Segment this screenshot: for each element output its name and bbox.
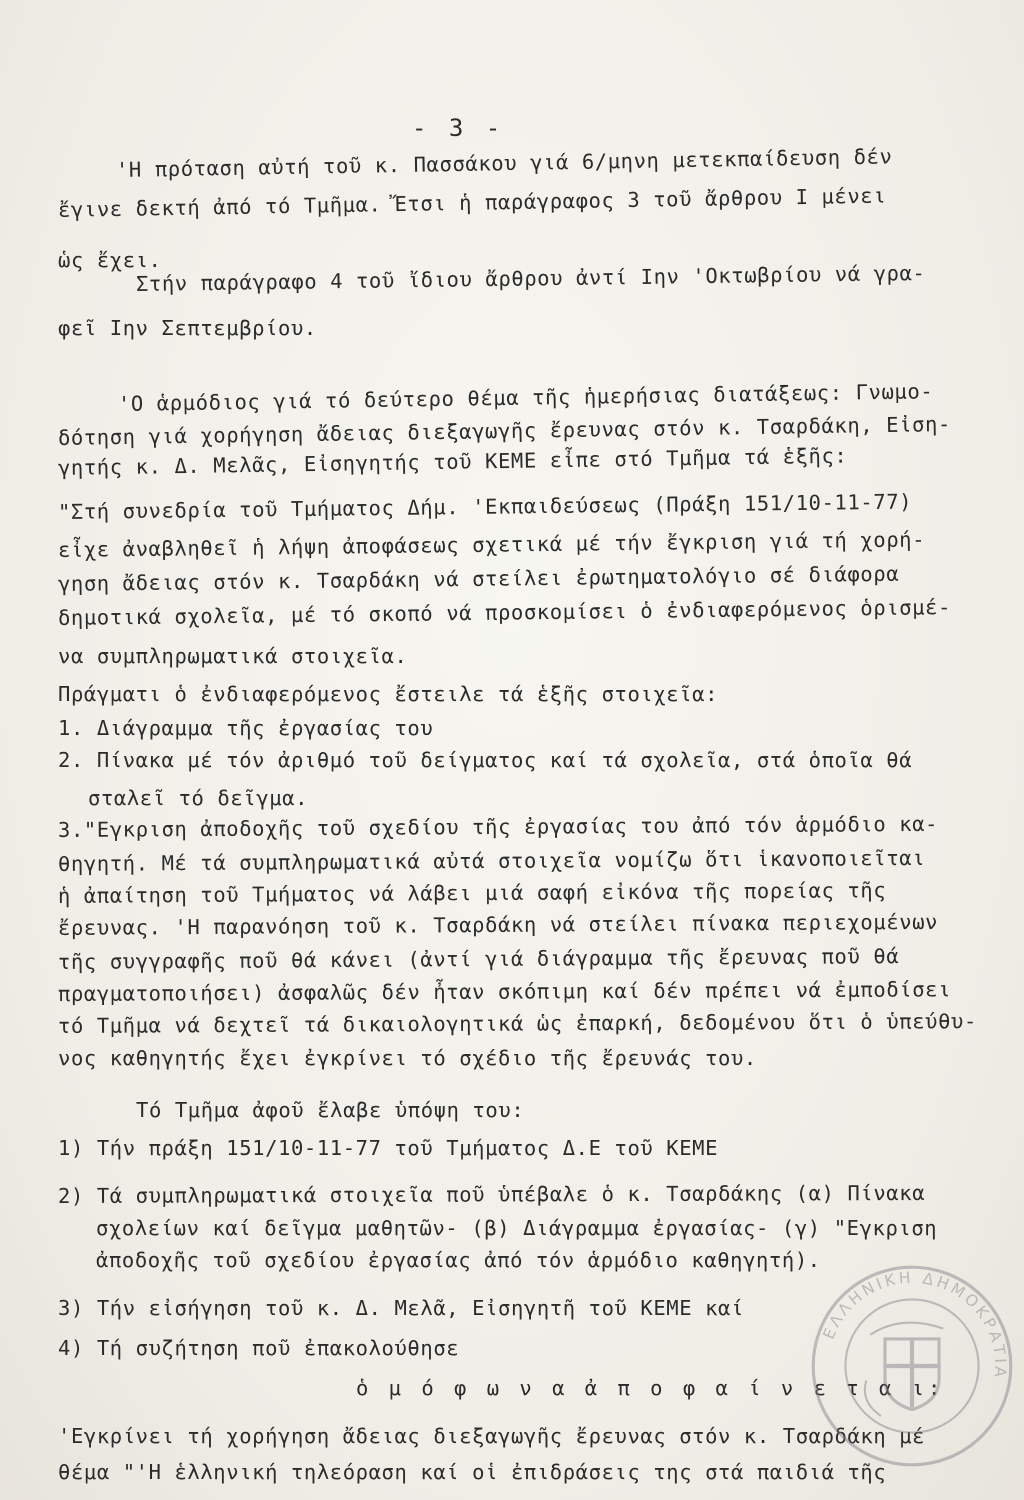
- text-line: σταλεῖ τό δεῖγμα.: [88, 786, 309, 810]
- svg-text:ΕΛΛΗΝΙΚΗ ΔΗΜΟΚΡΑΤΙΑ: ΕΛΛΗΝΙΚΗ ΔΗΜΟΚΡΑΤΙΑ: [819, 1268, 1010, 1381]
- text-line: τῆς συγγραφῆς ποῦ θά κάνει (ἀντί γιά διάγραμμα τῆς ἔρευνας ποῦ θά: [57, 944, 900, 974]
- text-line: δημοτικά σχολεῖα, μέ τό σκοπό νά προσκομίσει ὁ ἐνδιαφερόμενος ὁρισμέ-: [57, 595, 952, 630]
- text-line: γητής κ. Δ. Μελᾶς, Εἰσηγητής τοῦ ΚΕΜΕ εἶπε στό Τμῆμα τά ἑξῆς:: [57, 443, 848, 480]
- text-line: θέμα "'Η ἑλληνική τηλεόραση καί οἱ ἐπιδράσεις της στά παιδιά τῆς: [58, 1460, 887, 1484]
- text-line: εἶχε ἀναβληθεῖ ἡ λήψη ἀποφάσεως σχετικά μέ τήν ἔγκριση γιά τή χορή-: [57, 527, 926, 562]
- text-line: ὡς ἔχει.: [58, 248, 162, 272]
- list-item: 4) Τή συζήτηση ποῦ ἐπακολούθησε: [58, 1336, 460, 1360]
- list-item: 2) Τά συμπληρωματικά στοιχεῖα ποῦ ὑπέβαλε ὁ κ. Τσαρδάκης (α) Πίνακα: [57, 1180, 926, 1208]
- text-line: Πράγματι ὁ ἐνδιαφερόμενος ἔστειλε τά ἑξῆς στοιχεῖα:: [58, 682, 719, 706]
- text-line: 'Η πρόταση αὐτή τοῦ κ. Πασσάκου γιά 6/μηνη μετεκπαίδευση δέν: [115, 144, 893, 182]
- text-line: δότηση γιά χορήγηση ἄδειας διεξαγωγῆς ἔρευνας στόν κ. Τσαρδάκη, Εἰση-: [57, 411, 952, 450]
- list-item: 3) Τήν εἰσήγηση τοῦ κ. Δ. Μελᾶ, Εἰσηγητῆ τοῦ ΚΕΜΕ καί: [58, 1296, 744, 1320]
- list-item: 1) Τήν πράξη 151/10-11-77 τοῦ Τμήματος Δ.Ε τοῦ ΚΕΜΕ: [58, 1136, 719, 1160]
- text-line: Τό Τμῆμα ἀφοῦ ἔλαβε ὑπόψη του:: [136, 1098, 525, 1122]
- text-line: 'Ο ἁρμόδιος γιά τό δεύτερο θέμα τῆς ἡμερήσιας διατάξεως: Γνωμο-: [117, 379, 934, 416]
- list-item: 2. Πίνακα μέ τόν ἀριθμό τοῦ δείγματος καί τά σχολεῖα, στά ὁποῖα θά: [58, 748, 913, 772]
- text-line: να συμπληρωματικά στοιχεῖα.: [58, 644, 408, 668]
- text-line: φεῖ Ιην Σεπτεμβρίου.: [58, 316, 317, 340]
- official-seal-stamp: [808, 1262, 1016, 1470]
- text-line: θηγητή. Μέ τά συμπληρωματικά αὐτά στοιχεῖα νομίζω ὅτι ἱκανοποιεῖται: [57, 845, 926, 876]
- text-line: πραγματοποιήσει) ἀσφαλῶς δέν ἦταν σκόπιμη καί δέν πρέπει νά ἐμποδίσει: [57, 977, 952, 1006]
- page-number: - 3 -: [412, 114, 505, 142]
- text-line: 'Εγκρίνει τή χορήγηση ἄδειας διεξαγωγῆς ἔρευνας στόν κ. Τσαρδάκη μέ: [58, 1424, 926, 1448]
- text-line: Στήν παράγραφο 4 τοῦ ἴδιου ἄρθρου ἀντί Ιην 'Οκτωβρίου νά γρα-: [135, 260, 926, 296]
- text-line: γηση ἄδειας στόν κ. Τσαρδάκη νά στείλει ἐρωτηματολόγιο σέ διάφορα: [57, 561, 900, 596]
- text-line: ἀποδοχῆς τοῦ σχεδίου ἐργασίας ἀπό τόν ἁρμόδιο καθηγητή).: [96, 1248, 821, 1272]
- text-line: τό Τμῆμα νά δεχτεῖ τά δικαιολογητικά ὡς ἐπαρκή, δεδομένου ὅτι ὁ ὑπεύθυ-: [57, 1009, 977, 1038]
- text-line: σχολείων καί δεῖγμα μαθητῶν- (β) Διάγραμμα ἐργασίας- (γ) "Εγκριση: [96, 1216, 938, 1240]
- text-line: "Στή συνεδρία τοῦ Τμήματος Δήμ. 'Εκπαιδεύσεως (Πράξη 151/10-11-77): [57, 489, 913, 524]
- list-item: 1. Διάγραμμα τῆς ἐργασίας του: [58, 716, 434, 740]
- decision-heading: ὁ μ ό φ ω ν α ἀ π ο φ α ί ν ε τ α ι:: [356, 1376, 945, 1400]
- text-line: ἔγινε δεκτή ἀπό τό Τμῆμα. Ἔτσι ἡ παράγραφος 3 τοῦ ἄρθρου Ι μένει: [57, 183, 887, 222]
- text-line: ἔρευνας. 'Η παρανόηση τοῦ κ. Τσαρδάκη νά στείλει πίνακα περιεχομένων: [57, 909, 939, 940]
- text-line: ἡ ἀπαίτηση τοῦ Τμήματος νά λάβει μιά σαφή εἰκόνα τῆς πορείας τῆς: [57, 878, 887, 908]
- list-item: 3."Εγκριση ἀποδοχῆς τοῦ σχεδίου τῆς ἐργασίας του ἀπό τόν ἁρμόδιο κα-: [57, 811, 939, 842]
- text-line: νος καθηγητής ἔχει ἐγκρίνει τό σχέδιο τῆς ἔρευνάς του.: [58, 1046, 757, 1070]
